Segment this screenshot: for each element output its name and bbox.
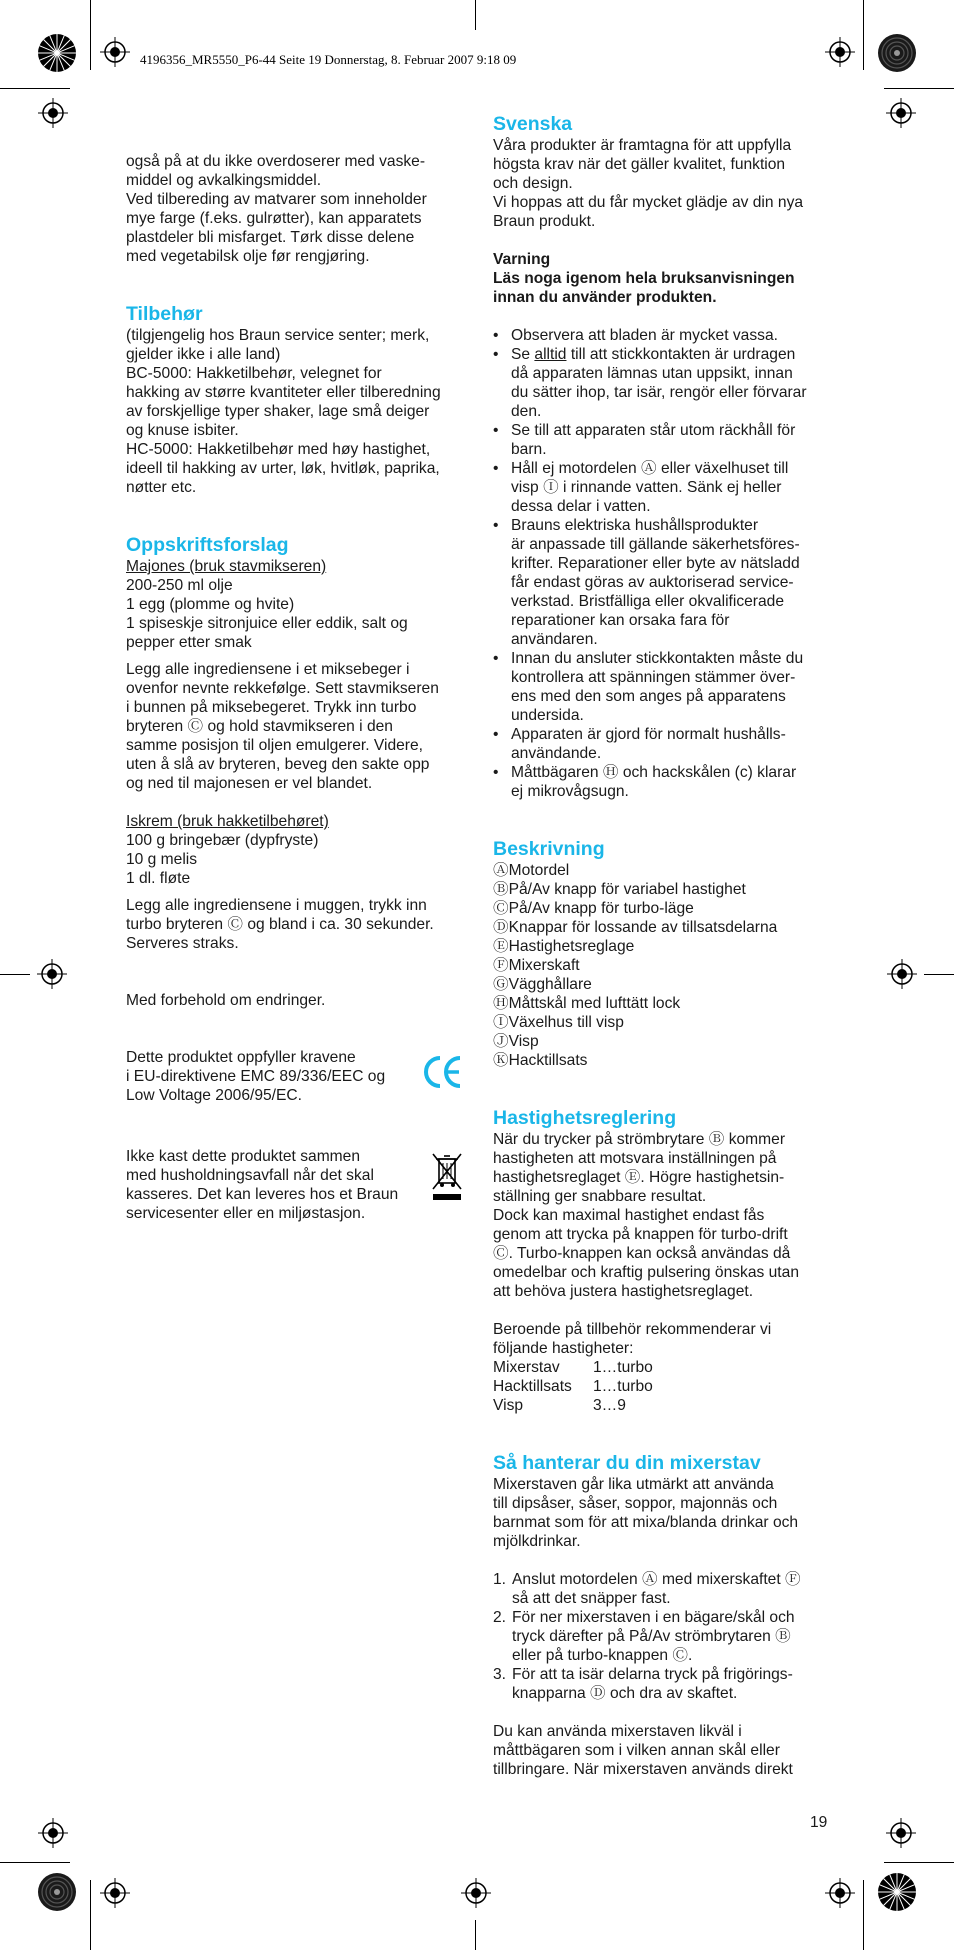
warning-item (493, 763, 830, 801)
crop-line (0, 974, 30, 975)
text-line: og ned til majonesen er vel blandet. (126, 775, 373, 792)
section-sa-hanterar (493, 1451, 830, 1779)
text-line: ideell til hakking av urter, løk, hvitløk, paprika, (126, 460, 440, 477)
text-line: (tilgjengelig hos Braun service senter; merk, (126, 327, 430, 344)
text-line: är anpassade till gällande säkerhetsföres- (511, 536, 800, 553)
registration-mark-icon (461, 1878, 491, 1908)
warning-item (493, 421, 830, 459)
part-item: ⒸPå/Av knapp för turbo-läge (493, 900, 694, 917)
text-line: i EU-direktivene EMC 89/336/EEC og (126, 1068, 386, 1085)
registration-mark-icon (100, 37, 130, 67)
registration-mark-icon (825, 1878, 855, 1908)
speed-row (493, 1358, 830, 1377)
weee-notice (126, 1147, 464, 1223)
registration-mark-icon (37, 959, 67, 989)
section-heading: Tilbehør (126, 303, 203, 325)
text-line: kasseres. Det kan leveres hos et Braun (126, 1186, 399, 1203)
step-number: 3. (493, 1666, 507, 1683)
ce-mark-text: CE (422, 1054, 424, 1055)
step-item (493, 1570, 830, 1608)
section-heading: Beskrivning (493, 838, 605, 860)
text-line: • Innan du ansluter stickkontakten måste du (511, 650, 804, 667)
text-line: För ner mixerstaven i en bägare/skål och (512, 1609, 795, 1626)
text-line: krifter. Reparationer eller byte av nätsladd (511, 555, 800, 572)
text-line: plastdeler bli misfarget. Tørk disse delene (126, 229, 415, 246)
warning-item (493, 516, 830, 649)
text-line: dessa delar i vatten. (511, 498, 651, 515)
speed-row (493, 1377, 830, 1396)
text-line: knapparna Ⓓ och dra av skaftet. (512, 1685, 738, 1702)
text-line: ens med den som anges på apparatens (511, 688, 786, 705)
text-line: då apparaten lämnas utan uppsikt, innan (511, 365, 793, 382)
registration-mark-icon (38, 1818, 68, 1848)
part-item: ⒽMåttskål med lufttätt lock (493, 995, 681, 1012)
crop-line (475, 0, 476, 30)
text-line: Legg alle ingrediensene i et miksebeger i (126, 661, 410, 678)
text-line: att behöva justera hastighetsreglaget. (493, 1283, 754, 1300)
part-item: ⒺHastighetsreglage (493, 938, 635, 955)
crop-line (884, 1862, 954, 1863)
registration-mark-icon (100, 1878, 130, 1908)
text-line: turbo bryteren Ⓒ og bland i ca. 30 sekunder. (126, 916, 434, 933)
warning-item (493, 649, 830, 725)
text-line: För att ta isär delarna tryck på frigörings- (512, 1666, 793, 1683)
starburst-target-icon (37, 1872, 77, 1912)
text-line: Legg alle ingrediensene i muggen, trykk inn (126, 897, 427, 914)
step-number: 1. (493, 1571, 507, 1588)
text-line: verkstad. Bristfälliga eller okvalificerade (511, 593, 785, 610)
ce-mark-icon (422, 1054, 464, 1090)
text-line: hastigheten att motsvara inställningen på (493, 1150, 777, 1167)
text-line: 1 spiseskje sitronjuice eller eddik, salt og (126, 615, 408, 632)
warning-item (493, 345, 830, 421)
text-line: visp Ⓘ i rinnande vatten. Sänk ej heller (511, 479, 782, 496)
text-line: ställning ger snabbare resultat. (493, 1188, 707, 1205)
text-line: tryck därefter på På/Av strömbrytaren Ⓑ (512, 1628, 791, 1645)
speed-table (493, 1358, 830, 1415)
section-svenska (493, 112, 830, 231)
forbehold-note: Med forbehold om endringer. (126, 992, 326, 1009)
text-line: i bunnen på miksebegeret. Trykk inn turbo (126, 699, 417, 716)
step-number: 2. (493, 1609, 507, 1626)
section-heading: Svenska (493, 113, 573, 135)
text-line: eller på turbo-knappen Ⓒ. (512, 1647, 693, 1664)
section-varning (493, 250, 830, 801)
text-line: • Brauns elektriska hushållsprodukter (511, 517, 759, 534)
speed-value: 1…turbo (593, 1378, 653, 1395)
section-hastighetsreglering (493, 1106, 830, 1415)
text-line: Ⓒ. Turbo-knappen kan också användas då (493, 1245, 791, 1262)
text-line: barn. (511, 441, 547, 458)
text-line: BC-5000: Hakketilbehør, velegnet for (126, 365, 382, 382)
text-line: Anslut motordelen Ⓐ med mixerskaftet Ⓕ (512, 1571, 801, 1588)
speed-item: Mixerstav (493, 1359, 560, 1376)
text-line: omedelbar och kraftig pulsering önskas utan (493, 1264, 799, 1281)
starburst-target-icon (37, 33, 77, 73)
part-item: ⒹKnappar för lossande av tillsatsdelarna (493, 919, 778, 936)
text-line: barnmat som för att mixa/blanda drinkar och (493, 1514, 799, 1531)
text-line: till dipsåser, såser, soppor, majonnäs och (493, 1495, 778, 1512)
text-line: Ved tilbereding av matvarer som inneholder (126, 191, 427, 208)
text-line: 1 egg (plomme og hvite) (126, 596, 295, 613)
text-line: pepper etter smak (126, 634, 252, 651)
text-line: följande hastigheter: (493, 1340, 634, 1357)
text-line: mye farge (f.eks. gulrøtter), kan apparatets (126, 210, 422, 227)
text-line: Ikke kast dette produktet sammen (126, 1148, 361, 1165)
text-line: • Apparaten är gjord för normalt hushålls- (511, 726, 786, 743)
part-item: ⒼVägghållare (493, 976, 592, 993)
section-heading: Oppskriftsforslag (126, 534, 289, 556)
starburst-target-icon (877, 33, 917, 73)
text-line: ej mikrovågsugn. (511, 783, 629, 800)
text-line: HC-5000: Hakketilbehør med høy hastighet, (126, 441, 431, 458)
crop-line (884, 88, 954, 89)
recipe-title: Majones (bruk stavmikseren) (126, 558, 327, 575)
text-line: og knuse isbiter. (126, 422, 239, 439)
right-column (493, 112, 830, 1779)
crop-line (0, 1862, 70, 1863)
text-line: mjölkdrinkar. (493, 1533, 581, 1550)
text-line: også på at du ikke overdoserer med vaske- (126, 153, 426, 170)
text-line: användaren. (511, 631, 598, 648)
text-line: När du trycker på strömbrytare Ⓑ kommer (493, 1131, 786, 1148)
steps-list (493, 1570, 830, 1703)
text-line: måttbägaren som i vilken annan skål eller (493, 1742, 780, 1759)
text-line: bryteren Ⓒ og hold stavmikseren i den (126, 718, 393, 735)
crop-line (475, 1920, 476, 1950)
text-line: reparationer kan orsaka fara för (511, 612, 730, 629)
text-line: tillbringare. När mixerstaven används direkt (493, 1761, 793, 1778)
left-column (126, 152, 464, 1223)
section-beskrivning (493, 837, 830, 1070)
text-line: Low Voltage 2006/95/EC. (126, 1087, 302, 1104)
text-line: • Håll ej motordelen Ⓐ eller växelhuset till (511, 460, 789, 477)
intro-paragraph (126, 152, 464, 266)
speed-row (493, 1396, 830, 1415)
text-line: Serveres straks. (126, 935, 239, 952)
text-line: så att det snäpper fast. (512, 1590, 671, 1607)
crop-line (90, 1880, 91, 1950)
warning-item (493, 326, 830, 345)
starburst-target-icon (877, 1872, 917, 1912)
crop-line (924, 974, 954, 975)
step-item (493, 1665, 830, 1703)
text-line: middel og avkalkingsmiddel. (126, 172, 322, 189)
part-item: ⒶMotordel (493, 862, 570, 879)
text-line: genom att trycka på knappen för turbo-drift (493, 1226, 788, 1243)
text-line: med husholdningsavfall når det skal (126, 1167, 374, 1184)
text-line: får endast göras av auktoriserad service- (511, 574, 794, 591)
text-line: nøtter etc. (126, 479, 197, 496)
warning-item (493, 459, 830, 516)
text-line: • Se till att apparaten står utom räckhåll för (511, 422, 796, 439)
text-line: Dock kan maximal hastighet endast fås (493, 1207, 765, 1224)
registration-mark-icon (887, 959, 917, 989)
text-line: hastighetsreglaget Ⓔ. Högre hastighetsin- (493, 1169, 785, 1186)
text-line: av forskjellige typer shaker, lage små deiger (126, 403, 430, 420)
part-item: ⒷPå/Av knapp för variabel hastighet (493, 881, 746, 898)
warning-subtitle: innan du använder produkten. (493, 289, 717, 306)
text-line: ovenfor nevnte rekkefølge. Sett stavmikseren (126, 680, 439, 697)
text-line: servicesenter eller en miljøstasjon. (126, 1205, 366, 1222)
text-line: hakking av større kvantiteter eller tilberedning (126, 384, 441, 401)
text-line: 100 g bringebær (dypfryste) (126, 832, 319, 849)
section-tilbehor (126, 302, 464, 497)
crop-line (863, 1880, 864, 1950)
step-item (493, 1608, 830, 1665)
text-line: Mixerstaven går lika utmärkt att använda (493, 1476, 774, 1493)
crop-line (0, 88, 70, 89)
section-oppskriftsforslag (126, 533, 464, 953)
section-heading: Så hanterar du din mixerstav (493, 1452, 761, 1474)
warning-item (493, 725, 830, 763)
speed-item: Hacktillsats (493, 1378, 572, 1395)
section-heading: Hastighetsreglering (493, 1107, 677, 1129)
ce-notice (126, 1048, 464, 1105)
crossed-bin-icon (430, 1151, 464, 1201)
warning-subtitle: Läs noga igenom hela bruksanvisningen (493, 270, 795, 287)
text-line: 200-250 ml olje (126, 577, 233, 594)
crop-line (90, 0, 91, 70)
speed-value: 1…turbo (593, 1359, 653, 1376)
text-line: samme posisjon til oljen emulgerer. Videre, (126, 737, 424, 754)
registration-mark-icon (886, 98, 916, 128)
text-line: högsta krav när det gäller kvalitet, funktion (493, 156, 786, 173)
text-line: Våra produkter är framtagna för att uppfylla (493, 137, 792, 154)
text-line: • Måttbägaren Ⓗ och hackskålen (c) klarar (511, 764, 797, 781)
text-line: du sätter ihop, tar isär, rengör eller förvarar (511, 384, 807, 401)
part-item: ⓀHacktillsats (493, 1052, 588, 1069)
text-line: Braun produkt. (493, 213, 596, 230)
text-line: den. (511, 403, 542, 420)
text-line: gjelder ikke i alle land) (126, 346, 281, 363)
speed-value: 3…9 (593, 1397, 626, 1414)
recipe-title: Iskrem (bruk hakketilbehøret) (126, 813, 329, 830)
page-number: 19 (810, 1814, 828, 1831)
text-line: undersida. (511, 707, 584, 724)
text-line: användande. (511, 745, 602, 762)
part-item: ⒿVisp (493, 1033, 539, 1050)
registration-mark-icon (38, 98, 68, 128)
warning-list (493, 326, 830, 801)
text-line: Vi hoppas att du får mycket glädje av din nya (493, 194, 804, 211)
part-item: ⒻMixerskaft (493, 957, 580, 974)
text-line: Beroende på tillbehör rekommenderar vi (493, 1321, 772, 1338)
speed-item: Visp (493, 1397, 524, 1414)
text-line: 10 g melis (126, 851, 198, 868)
text-line: 1 dl. fløte (126, 870, 191, 887)
text-line: • Observera att bladen är mycket vassa. (511, 327, 778, 344)
warning-title: Varning (493, 251, 551, 268)
print-slug: 4196356_MR5550_P6-44 Seite 19 Donnerstag, 8. Februar 2007 9:18 09 (140, 52, 517, 67)
text-line: och design. (493, 175, 573, 192)
text-line: Dette produktet oppfyller kravene (126, 1049, 356, 1066)
text-line: • Se alltid till att stickkontakten är urdragen (511, 346, 796, 363)
registration-mark-icon (886, 1818, 916, 1848)
part-item: ⒾVäxelhus till visp (493, 1014, 624, 1031)
text-line: kontrollera att spänningen stämmer över- (511, 669, 796, 686)
text-line: Du kan använda mixerstaven likväl i (493, 1723, 742, 1740)
text-line: med vegetabilsk olje før rengjøring. (126, 248, 370, 265)
crop-line (863, 0, 864, 70)
registration-mark-icon (825, 37, 855, 67)
text-line: uten å slå av bryteren, beveg den sakte opp (126, 756, 430, 773)
